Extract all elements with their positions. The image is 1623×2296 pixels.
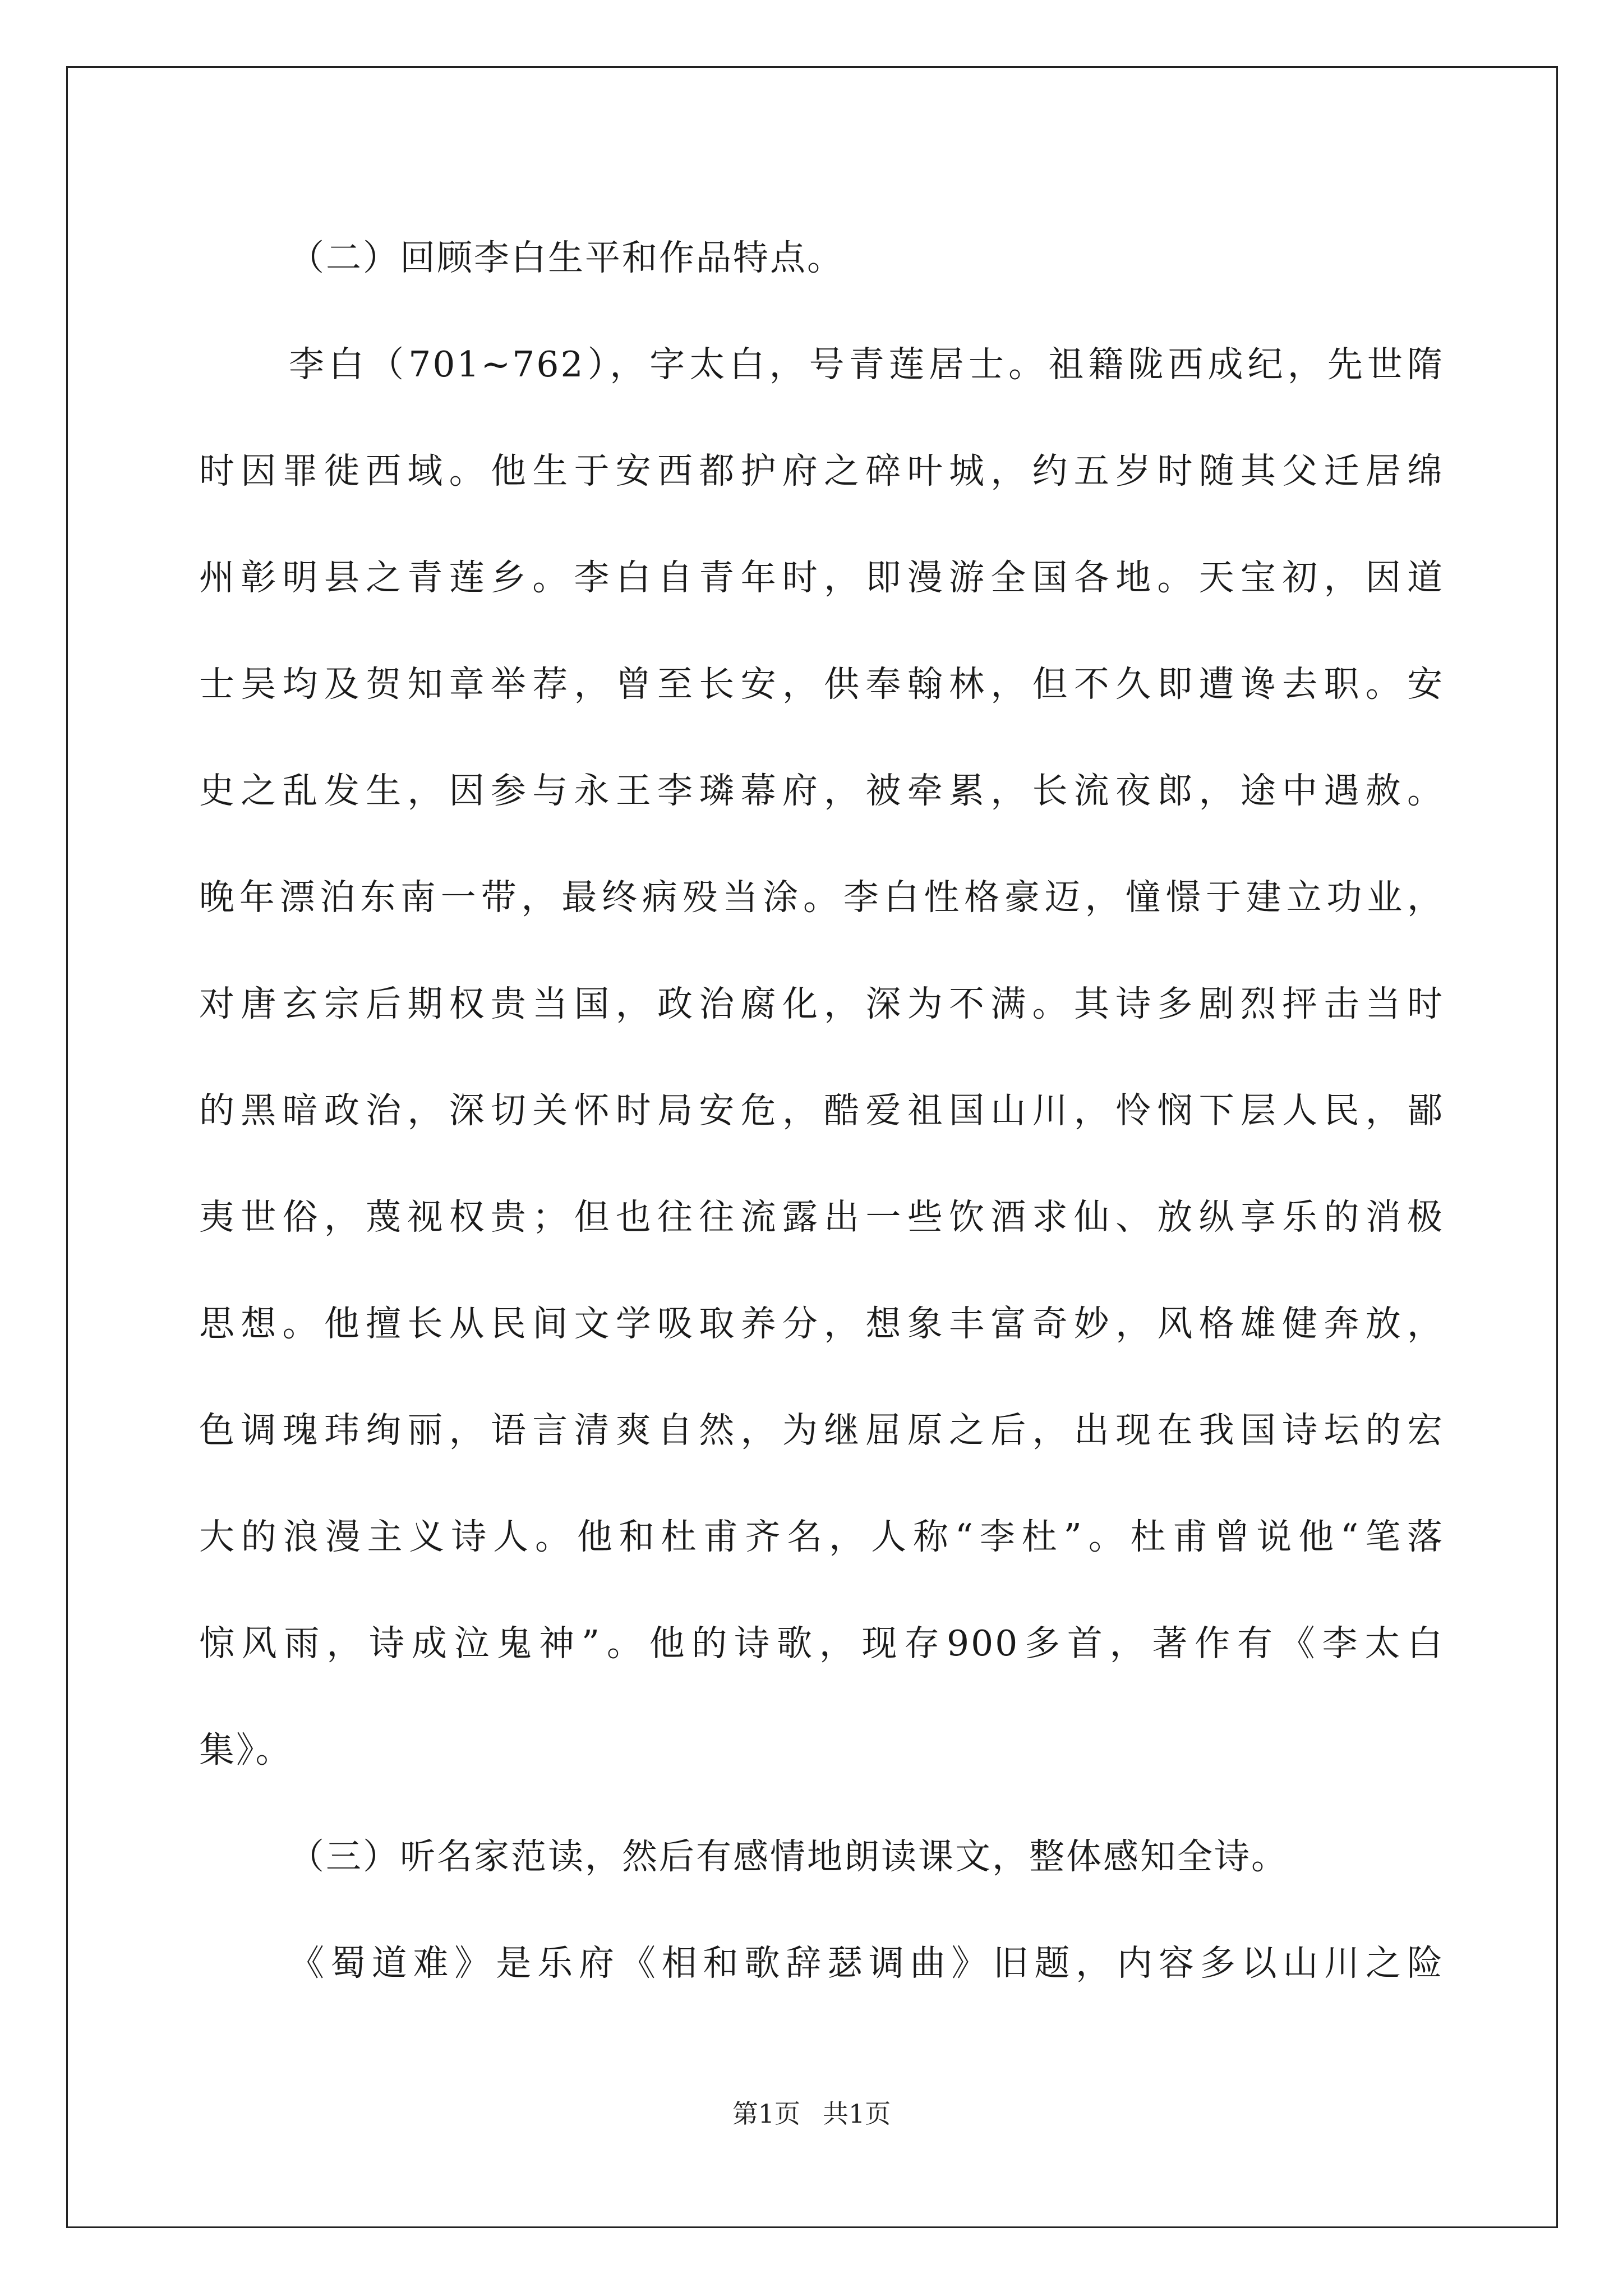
paragraph-line: 州彰明县之青莲乡。李白自青年时，即漫游全国各地。天宝初，因道	[199, 557, 1444, 598]
paragraph-line: 李白（701~762），字太白，号青莲居士。祖籍陇西成纪，先世隋	[289, 344, 1444, 385]
paragraph-line: 思想。他擅长从民间文学吸取养分，想象丰富奇妙，风格雄健奔放，	[199, 1303, 1444, 1344]
section-heading-3: （三）听名家范读，然后有感情地朗读课文，整体感知全诗。	[289, 1836, 1288, 1877]
paragraph-line: 色调瑰玮绚丽，语言清爽自然，为继屈原之后，出现在我国诗坛的宏	[199, 1410, 1444, 1451]
paragraph-line: 晚年漂泊东南一带，最终病殁当涂。李白性格豪迈，憧憬于建立功业，	[199, 877, 1444, 918]
section-heading-2: （二）回顾李白生平和作品特点。	[289, 237, 844, 278]
paragraph-line: 时因罪徙西域。他生于安西都护府之碎叶城，约五岁时随其父迁居绵	[199, 450, 1444, 491]
paragraph-line: 惊风雨，诗成泣鬼神”。他的诗歌，现存900多首，著作有《李太白	[199, 1623, 1444, 1664]
paragraph-line: 史之乱发生，因参与永王李璘幕府，被牵累，长流夜郎，途中遇赦。	[199, 770, 1444, 811]
page-total: 共1页	[823, 2099, 891, 2129]
paragraph-line: 大的浪漫主义诗人。他和杜甫齐名，人称“李杜”。杜甫曾说他“笔落	[199, 1516, 1444, 1557]
paragraph-line: 的黑暗政治，深切关怀时局安危，酷爱祖国山川，怜悯下层人民，鄙	[199, 1090, 1444, 1131]
paragraph-line: 集》。	[199, 1729, 293, 1770]
paragraph-line: 夷世俗，蔑视权贵；但也往往流露出一些饮酒求仙、放纵享乐的消极	[199, 1197, 1444, 1237]
paragraph-line: 对唐玄宗后期权贵当国，政治腐化，深为不满。其诗多剧烈抨击当时	[199, 983, 1444, 1024]
page-footer	[0, 2097, 1623, 2131]
document-body	[199, 205, 1444, 2017]
paragraph-line: 《蜀道难》是乐府《相和歌辞瑟调曲》旧题，内容多以山川之险	[289, 1943, 1444, 1984]
paragraph-line: 士吴均及贺知章举荐，曾至长安，供奉翰林，但不久即遭谗去职。安	[199, 664, 1444, 705]
page-number: 第1页	[732, 2099, 800, 2129]
